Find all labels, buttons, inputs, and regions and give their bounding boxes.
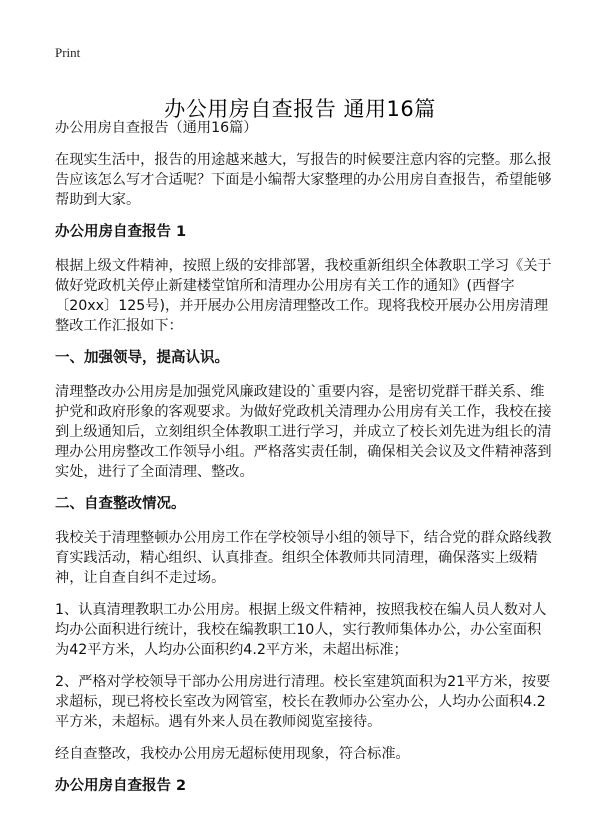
section-1-heading: 一、加强领导，提高认识。 <box>55 350 229 366</box>
item-2-paragraph: 2、严格对学校领导干部办公用房进行清理。校长室建筑面积为21平方米，按要求超标，现已将校长室改为网管室，校长在教师办公室办公，人均办公面积4.2平方米，未超标。遇有外来人员在教师阅览室接待。 <box>55 674 551 730</box>
page-title: 办公用房自查报告 通用16篇 <box>164 97 436 122</box>
report-1-paragraph: 根据上级文件精神，按照上级的安排部署，我校重新组织全体教职工学习《关于做好党政机关停止新建楼堂馆所和清理办公用房有关工作的通知》(西督字〔20xx〕125号)，并开展办公用房清理整改工作。现将我校开展办公用房清理整改工作汇报如下： <box>55 258 552 334</box>
section-2-heading: 二、自查整改情况。 <box>55 496 186 512</box>
section-2-paragraph: 我校关于清理整顿办公用房工作在学校领导小组的领导下，结合党的群众路线教育实践活动，精心组织、认真排查。组织全体教师共同清理，确保落实上级精神，让自查自纠不走过场。 <box>55 530 552 586</box>
item-1-paragraph: 1、认真清理教职工办公用房。根据上级文件精神，按照我校在编人员人数对人均办公面积进行统计，我校在编教职工10人，实行教师集体办公，办公室面积为42平方米，人均办公面积约4.2平方米，未超出标准； <box>55 602 547 658</box>
conclusion-paragraph: 经自查整改，我校办公用房无超标使用现象，符合标准。 <box>55 746 410 762</box>
document-body <box>55 118 555 810</box>
document-subtitle: 办公用房自查报告（通用16篇） <box>55 120 258 136</box>
section-1-paragraph: 清理整改办公用房是加强党风廉政建设的`重要内容，是密切党群干群关系、维护党和政府形象的客观要求。为做好党政机关清理办公用房有关工作，我校在接到上级通知后，立刻组织全体教职工进行学习，并成立了校长刘先进为组长的清理办公用房整改工作领导小组。严格落实责任制，确保相关会议及文件精神落到实处，进行了全面清理、整改。 <box>55 384 552 480</box>
intro-paragraph: 在现实生活中，报告的用途越来越大，写报告的时候要注意内容的完整。那么报告应该怎么写才合适呢？下面是小编帮大家整理的办公用房自查报告，希望能够帮助到大家。 <box>55 152 552 208</box>
print-link[interactable]: Print <box>55 45 81 60</box>
report-1-heading: 办公用房自查报告 1 <box>55 224 187 240</box>
report-2-heading: 办公用房自查报告 2 <box>55 778 187 794</box>
